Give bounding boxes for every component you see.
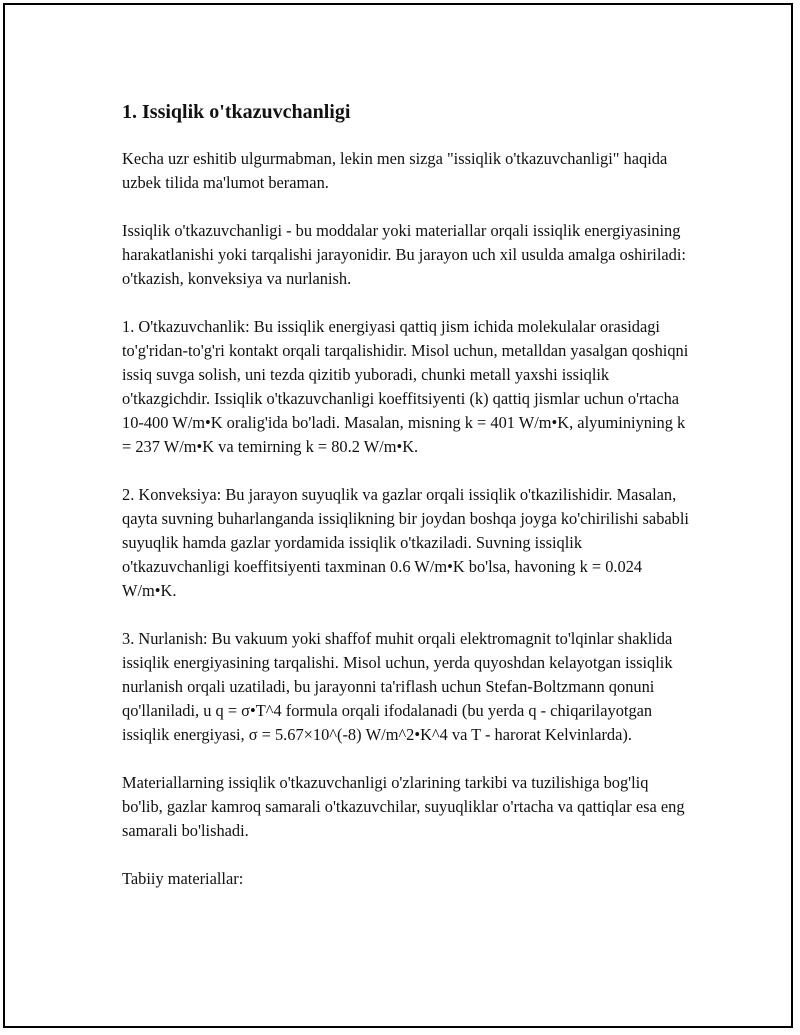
document-content	[122, 98, 692, 915]
paragraph-materials: Materiallarning issiqlik o'tkazuvchanligi o'zlarining tarkibi va tuzilishiga bog'liq bo'lib, gazlar kamroq samarali o'tkazuvchilar, suyuqliklar o'rtacha va qattiqlar esa eng samarali bo'lishadi.	[122, 773, 685, 840]
paragraph-natural-materials: Tabiiy materiallar:	[122, 869, 244, 888]
paragraph-intro: Kecha uzr eshitib ulgurmabman, lekin men sizga "issiqlik o'tkazuvchanligi" haqida uzbek tilida ma'lumot beraman.	[122, 149, 668, 192]
document-page	[3, 3, 793, 1028]
paragraph-definition: Issiqlik o'tkazuvchanligi - bu moddalar yoki materiallar orqali issiqlik energiyasining harakatlanishi yoki tarqalishi jarayonidir. Bu jarayon uch xil usulda amalga oshiriladi: o'tkazish, konveksiya va nurlanish.	[122, 221, 686, 288]
paragraph-convection: 2. Konveksiya: Bu jarayon suyuqlik va gazlar orqali issiqlik o'tkazilishidir. Masalan, qayta suvning buharlanganda issiqlikning bir joydan boshqa joyga ko'chirilishi sababli suyuqlik hamda gazlar yordamida issiqlik o'tkaziladi. Suvning issiqlik o'tkazuvchanligi koeffitsiyenti taxminan 0.6 W/m•K bo'lsa, havoning k = 0.024 W/m•K.	[122, 485, 689, 600]
paragraph-conduction: 1. O'tkazuvchanlik: Bu issiqlik energiyasi qattiq jism ichida molekulalar orasidagi to'g'ridan-to'g'ri kontakt orqali tarqalishidir. Misol uchun, metalldan yasalgan qoshiqni issiq suvga solish, uni tezda qizitib yuboradi, chunki metall yaxshi issiqlik o'tkazgichdir. Issiqlik o'tkazuvchanligi koeffitsiyenti (k) qattiq jismlar uchun o'rtacha 10-400 W/m•K oralig'ida bo'ladi. Masalan, misning k = 401 W/m•K, alyuminiyning k = 237 W/m•K va temirning k = 80.2 W/m•K.	[122, 317, 689, 456]
document-heading: 1. Issiqlik o'tkazuvchanligi	[122, 101, 351, 123]
paragraph-radiation: 3. Nurlanish: Bu vakuum yoki shaffof muhit orqali elektromagnit to'lqinlar shaklida issiqlik energiyasining tarqalishi. Misol uchun, yerda quyoshdan kelayotgan issiqlik nurlanish orqali uzatiladi, bu jarayonni ta'riflash uchun Stefan-Boltzmann qonuni qo'llaniladi, u q = σ•T^4 formula orqali ifodalanadi (bu yerda q - chiqarilayotgan issiqlik energiyasi, σ = 5.67×10^(-8) W/m^2•K^4 va T - harorat Kelvinlarda).	[122, 629, 673, 744]
